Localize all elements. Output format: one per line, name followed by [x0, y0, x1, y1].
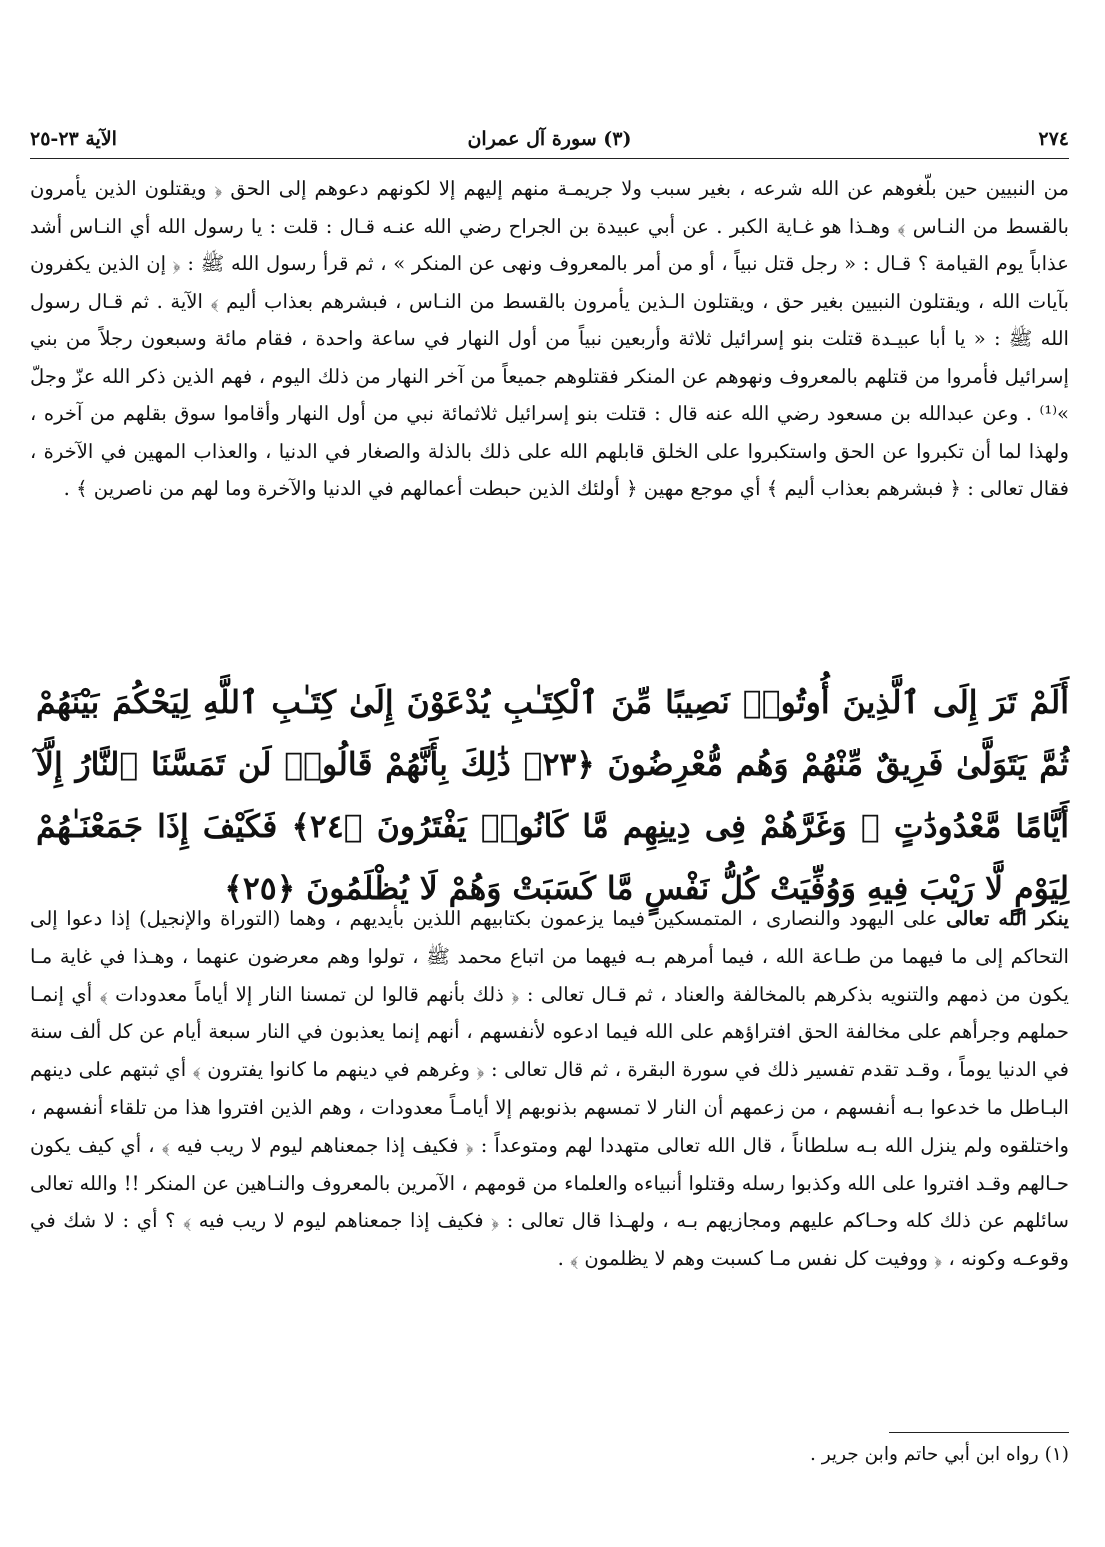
surah-title: (٣) سورة آل عمران: [467, 128, 632, 150]
header-divider: [30, 158, 1069, 159]
footnote-divider: [889, 1432, 1069, 1433]
paragraph-lead: ينكر الله تعالى: [946, 907, 1069, 930]
page-header: [30, 120, 1069, 160]
ayah-range: الآية ٢٣-٢٥: [30, 128, 117, 150]
quran-verses: أَلَمْ تَرَ إِلَى ٱلَّذِينَ أُوتُوا۟ نَصِيبًا مِّنَ ٱلْكِتَـٰبِ يُدْعَوْنَ إِلَىٰ كِتَـٰبِ ٱللَّهِ لِيَحْكُمَ بَيْنَهُمْ ثُمَّ يَتَوَلَّىٰ فَرِيقٌ مِّنْهُمْ وَهُم مُّعْرِضُونَ ﴿٢٣﴾ ذَٰلِكَ بِأَنَّهُمْ قَالُوا۟ لَن تَمَسَّنَا ٱلنَّارُ إِلَّآ أَيَّامًا مَّعْدُودَٰتٍ ۖ وَغَرَّهُمْ فِى دِينِهِم مَّا كَانُوا۟ يَفْتَرُونَ ﴿٢٤﴾ فَكَيْفَ إِذَا جَمَعْنَـٰهُمْ لِيَوْمٍ لَّا رَيْبَ فِيهِ وَوُفِّيَتْ كُلُّ نَفْسٍ مَّا كَسَبَتْ وَهُمْ لَا يُظْلَمُونَ ﴿٢٥﴾: [36, 684, 1070, 907]
commentary-paragraph-2: [30, 900, 1069, 1278]
commentary-paragraph-1: من النبيين حين بلّغوهم عن الله شرعه ، بغير سبب ولا جريمـة منهم إليهم إلا لكونهم دعوهم إلى الحق ﴿ ويقتلون الذين يأمرون بالقسط من النـاس ﴾ وهـذا هو غـاية الكبر . عن أبي عبيدة بن الجراح رضي الله عنـه قـال : قلت : يا رسول الله أي النـاس أشد عذاباً يوم القيامة ؟ قـال : « رجل قتل نبياً ، أو من أمر بالمعروف ونهى عن المنكر » ، ثم قرأ رسول الله ﷺ : ﴿ إن الذين يكفرون بآيات الله ، ويقتلون النبيين بغير حق ، ويقتلون الـذين يأمرون بالقسط من النـاس ، فبشرهم بعذاب أليم ﴾ الآية . ثم قـال رسول الله ﷺ : « يا أبا عبيـدة قتلت بنو إسرائيل ثلاثة وأربعين نبياً من أول النهار في ساعة واحدة ، فقام مائة وسبعون رجلاً من بني إسرائيل فأمروا من قتلهم بالمعروف ونهوهم عن المنكر فقتلوهم جميعاً من آخر النهار من ذلك اليوم ، فهم الذين ذكر الله عزّ وجلّ »⁽¹⁾ . وعن عبدالله بن مسعود رضي الله عنه قال : قتلت بنو إسرائيل ثلاثمائة نبي من أول النهار وأقاموا سوق بقلهم من آخره ، ولهذا لما أن تكبروا عن الحق واستكبروا على الخلق قابلهم الله على ذلك بالذلة والصغار في الدنيا ، والعذاب المهين في الآخرة ، فقال تعالى : ﴿ فبشرهم بعذاب أليم ﴾ أي موجع مهين ﴿ أولئك الذين حبطت أعمالهم في الدنيا والآخرة وما لهم من ناصرين ﴾ .: [30, 177, 1070, 500]
page-number: ٢٧٤: [1038, 128, 1069, 150]
paragraph-body: على اليهود والنصارى ، المتمسكين فيما يزعمون بكتابيهم اللذين بأيديهم ، وهما (التوراة والإنجيل) إذا دعوا إلى التحاكم إلى ما فيهما من طـاعة الله ، فيما أمرهم بـه فيهما من اتباع محمد ﷺ ، تولوا وهم معرضون عنهما ، وهـذا في غاية مـا يكون من ذمهم والتنويه بذكرهم بالمخالفة والعناد ، ثم قـال تعالى : ﴿ ذلك بأنهم قالوا لن تمسنا النار إلا أياماً معدودات ﴾ أي إنمـا حملهم وجرأهم على مخالفة الحق افتراؤهم على الله فيما ادعوه لأنفسهم ، أنهم إنما يعذبون في النار سبعة أيام عن كل ألف سنة في الدنيا يوماً ، وقـد تقدم تفسير ذلك في سورة البقرة ، ثم قال تعالى : ﴿ وغرهم في دينهم ما كانوا يفترون ﴾ أي ثبتهم على دينهم البـاطل ما خدعوا بـه أنفسهم ، من زعمهم أن النار لا تمسهم بذنوبهم إلا أيامـاً معدودات ، وهم الذين افتروا هذا من تلقاء أنفسهم ، واختلقوه ولم ينزل الله بـه سلطاناً ، قال الله تعالى متهددا لهم ومتوعداً : ﴿ فكيف إذا جمعناهم ليوم لا ريب فيه ﴾ ، أي كيف يكون حـالهم وقـد افتروا على الله وكذبوا رسله وقتلوا أنبياءه والعلماء من قومهم ، الآمرين بالمعروف والنـاهين عن المنكر !! والله تعالى سائلهم عن ذلك كله وحـاكم عليهم ومجازيهم بـه ، ولهـذا قال تعالى : ﴿ فكيف إذا جمعناهم ليوم لا ريب فيه ﴾ ؟ أي : لا شك في وقوعـه وكونه ، ﴿ ووفيت كل نفس مـا كسبت وهم لا يظلمون ﴾ .: [30, 907, 1069, 1271]
footnote: (١) رواه ابن أبي حاتم وابن جرير .: [809, 1444, 1069, 1465]
